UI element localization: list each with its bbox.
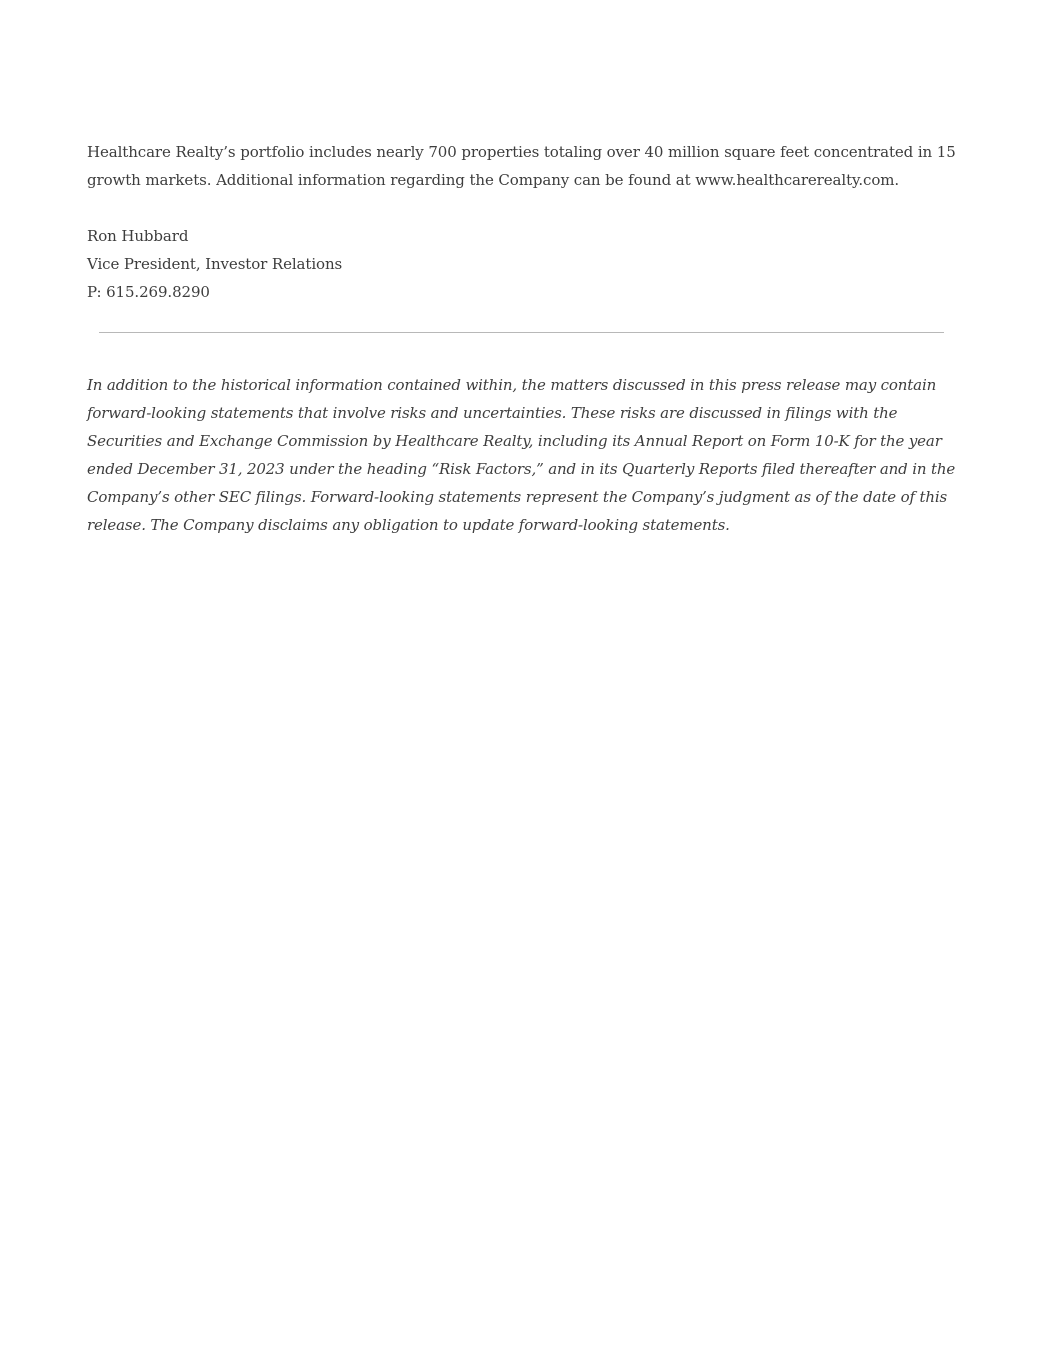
contact-title: Vice President, Investor Relations	[87, 255, 343, 273]
contact-name: Ron Hubbard	[87, 227, 189, 245]
contact-block	[87, 222, 957, 306]
contact-phone: P: 615.269.8290	[87, 283, 210, 301]
forward-looking-disclaimer: In addition to the historical information contained within, the matters discussed in this press release may contain forward-looking statements that involve risks and uncertainties. These risks are discussed in filings with the Securities and Exchange Commission by Healthcare Realty, including its Annual Report on Form 10-K for the year ended December 31, 2023 under the heading “Risk Factors,” and in its Quarterly Reports filed thereafter and in the Company’s other SEC filings. Forward-looking statements represent the Company’s judgment as of the date of this release. The Company disclaims any obligation to update forward-looking statements.	[87, 376, 956, 534]
document-page	[87, 138, 957, 306]
disclaimer-section	[87, 371, 957, 539]
section-divider	[99, 332, 944, 333]
about-company-paragraph: Healthcare Realty’s portfolio includes nearly 700 properties totaling over 40 million square feet concentrated in 15 growth markets. Additional information regarding the Company can be found at www.healthcarerealty.com.	[87, 143, 956, 189]
